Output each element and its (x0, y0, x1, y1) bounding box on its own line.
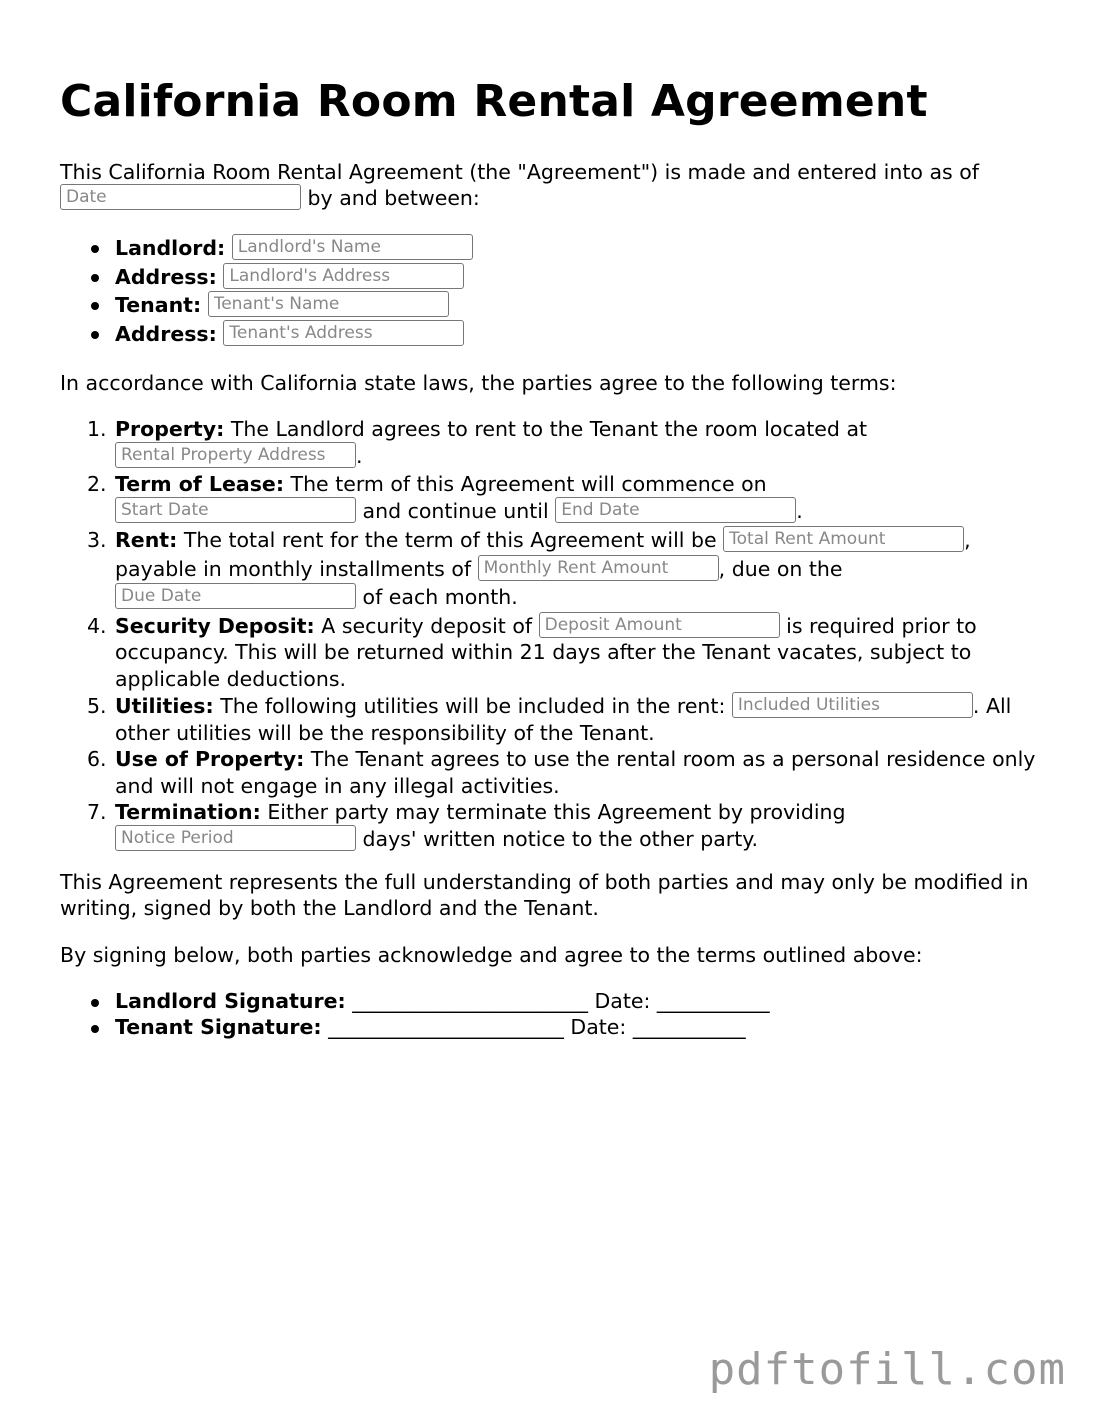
term-rent (60, 526, 1050, 612)
term-use-of-property (60, 746, 1050, 799)
end-date-input[interactable] (555, 497, 796, 523)
term-number: 5. (87, 694, 107, 718)
term-text: , due on the (718, 556, 843, 581)
terms-intro: In accordance with California state laws, the parties agree to the following terms: (60, 371, 897, 395)
intro-text-after: by and between: (307, 186, 480, 210)
term-lease (60, 471, 1050, 524)
list-item (60, 263, 473, 292)
term-text: . (796, 498, 803, 523)
tenant-address-input[interactable] (223, 320, 464, 346)
term-text: and continue until (362, 498, 549, 523)
landlord-label: Landlord: (115, 236, 226, 260)
term-termination (60, 799, 1050, 852)
term-label: Rent: (115, 528, 178, 552)
parties-list (60, 234, 473, 348)
list-item (60, 291, 473, 320)
term-text: . All other utilities will be the responsibility of the Tenant. (115, 694, 1012, 745)
term-text: Either party may terminate this Agreement by providing (267, 800, 846, 824)
term-label: Use of Property: (115, 747, 305, 771)
term-text: The term of this Agreement will commence on (290, 472, 767, 496)
term-number: 4. (87, 613, 107, 638)
document-title: California Room Rental Agreement (60, 76, 928, 127)
terms-list (60, 416, 1050, 852)
term-label: Security Deposit: (115, 613, 315, 638)
term-text: is required prior to occupancy. This will be returned within 21 days after the Tenant vacates, subject to applicable deductions. (115, 613, 977, 691)
deposit-amount-input[interactable] (539, 612, 780, 638)
term-security-deposit (60, 613, 1050, 693)
landlord-address-label: Address: (115, 264, 217, 289)
term-text: . (356, 443, 363, 468)
term-number: 2. (87, 472, 107, 496)
signature-line: _______________________ Date: ___________ (352, 989, 770, 1013)
term-number: 6. (87, 747, 107, 771)
term-label: Utilities: (115, 694, 214, 718)
property-address-input[interactable] (115, 442, 356, 468)
term-text: A security deposit of (321, 613, 533, 638)
landlord-address-input[interactable] (223, 263, 464, 289)
tenant-name-input[interactable] (208, 291, 449, 317)
total-rent-input[interactable] (723, 526, 964, 552)
term-text: days' written notice to the other party. (362, 826, 758, 851)
signature-label: Landlord Signature: (115, 989, 346, 1013)
term-text: The Landlord agrees to rent to the Tenant the room located at (230, 417, 868, 441)
term-text: payable in monthly installments of (115, 556, 472, 581)
tenant-label: Tenant: (115, 293, 202, 317)
term-number: 1. (87, 417, 107, 441)
list-item (60, 234, 473, 263)
closing-paragraph: This Agreement represents the full understanding of both parties and may only be modified in writing, signed by both the Landlord and the Tenant. (60, 870, 1029, 920)
signature-line: _______________________ Date: ___________ (328, 1015, 746, 1039)
landlord-signature-row (60, 988, 770, 1014)
term-text: The Tenant agrees to use the rental room as a personal residence only and will not engage in any illegal activities. (115, 747, 1036, 798)
term-label: Term of Lease: (115, 472, 285, 496)
watermark-text: pdftofill.com (708, 1344, 1066, 1395)
start-date-input[interactable] (115, 497, 356, 523)
term-number: 3. (87, 528, 107, 552)
monthly-rent-input[interactable] (478, 555, 719, 581)
term-utilities (60, 693, 1050, 746)
signatures-list (60, 988, 770, 1040)
tenant-address-label: Address: (115, 321, 217, 346)
term-text: The total rent for the term of this Agreement will be (183, 528, 717, 552)
term-text: , (964, 528, 971, 552)
due-date-input[interactable] (115, 583, 356, 609)
sign-intro: By signing below, both parties acknowledge and agree to the terms outlined above: (60, 943, 923, 967)
term-number: 7. (87, 800, 107, 824)
term-text: The following utilities will be included in the rent: (220, 694, 726, 718)
term-label: Termination: (115, 800, 261, 824)
signature-label: Tenant Signature: (115, 1015, 322, 1039)
intro-text: This California Room Rental Agreement (the "Agreement") is made and entered into as of (60, 160, 979, 184)
landlord-name-input[interactable] (232, 234, 473, 260)
tenant-signature-row (60, 1014, 770, 1040)
term-text: of each month. (362, 585, 518, 609)
intro-paragraph (60, 159, 1050, 211)
term-label: Property: (115, 417, 225, 441)
agreement-date-input[interactable] (60, 184, 301, 210)
notice-period-input[interactable] (115, 825, 356, 851)
term-property (60, 416, 1050, 469)
list-item (60, 320, 473, 349)
included-utilities-input[interactable] (732, 692, 973, 718)
